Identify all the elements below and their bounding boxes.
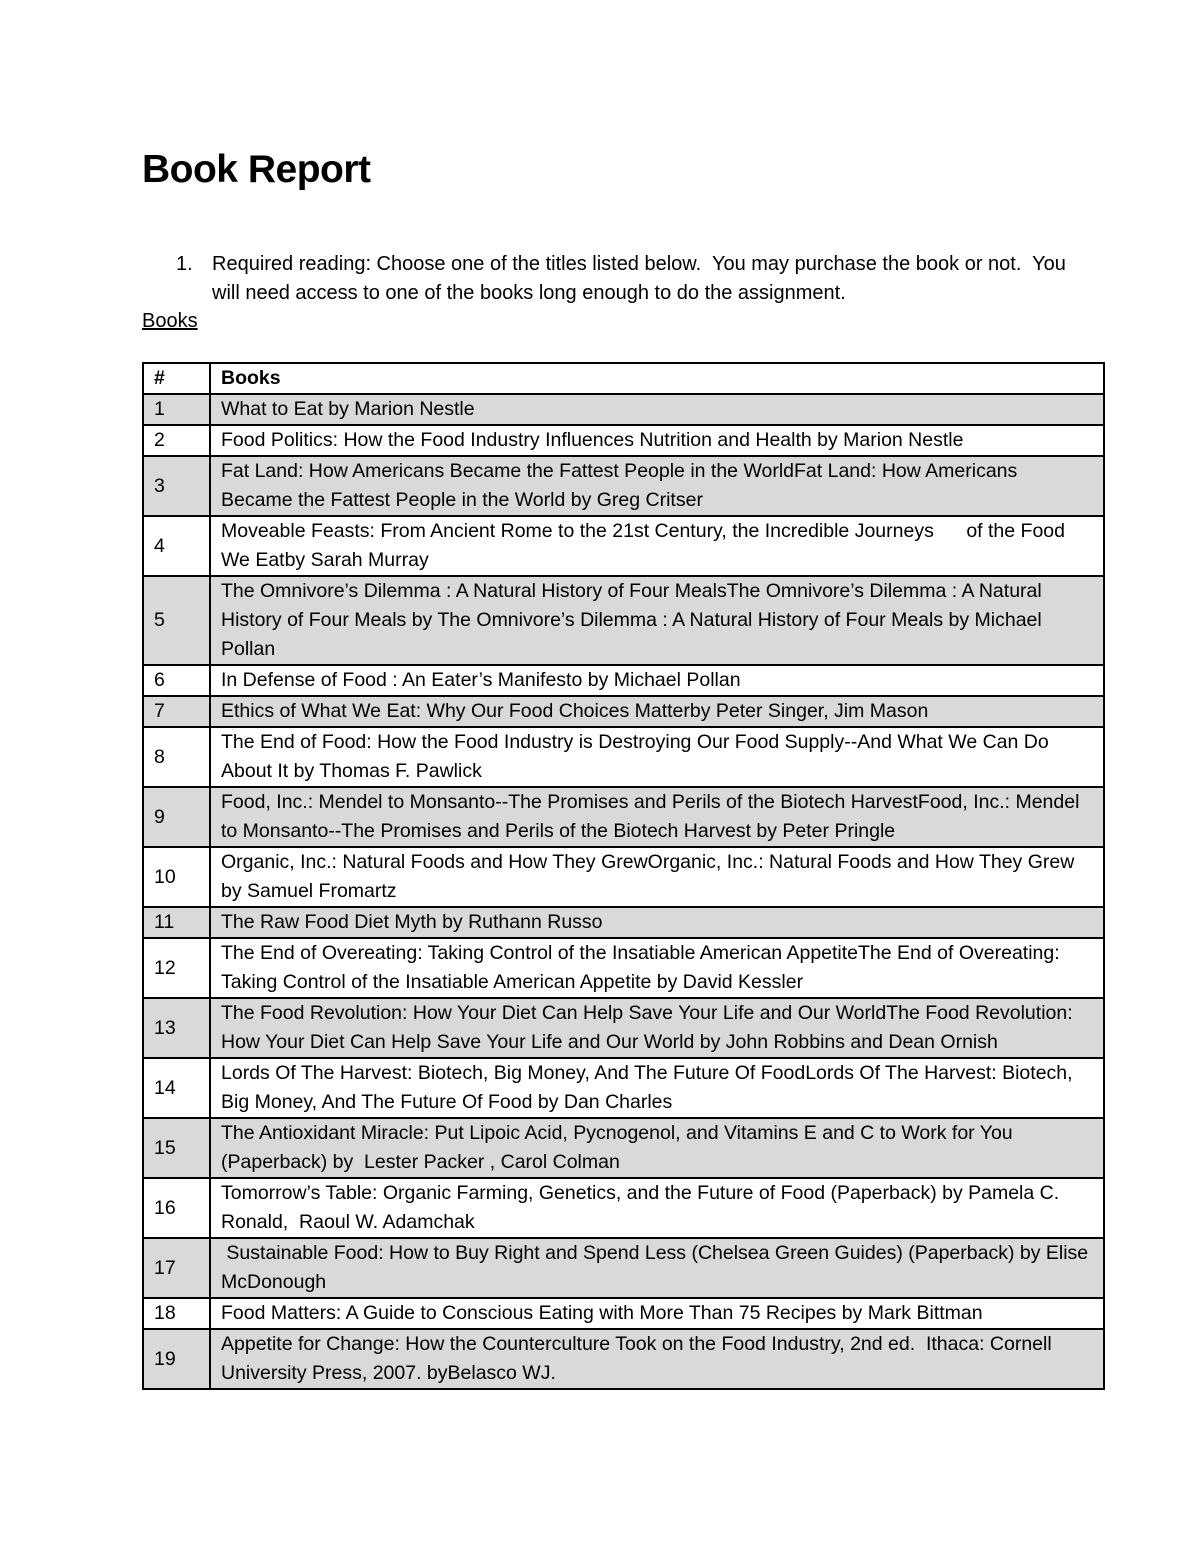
row-number: 10: [143, 847, 210, 907]
row-book: Lords Of The Harvest: Biotech, Big Money, And The Future Of FoodLords Of The Harvest: Biotech, Big Money, And The Future Of Food by Dan Charles: [210, 1058, 1104, 1118]
instruction-text: Required reading: Choose one of the titles listed below. You may purchase the book or not. You will need access to one of the books long enough to do the assignment.: [212, 253, 1072, 304]
table-row: [143, 1329, 1104, 1389]
page-title: Book Report: [142, 148, 371, 191]
row-book: What to Eat by Marion Nestle: [210, 394, 1104, 425]
table-row: [143, 665, 1104, 696]
instruction-number: 1.: [176, 253, 193, 275]
row-book: Sustainable Food: How to Buy Right and Spend Less (Chelsea Green Guides) (Paperback) by Elise McDonough: [210, 1238, 1104, 1298]
row-number: 19: [143, 1329, 210, 1389]
row-number: 18: [143, 1298, 210, 1329]
header-books: Books: [210, 363, 1104, 394]
instructions-list: [176, 250, 1076, 308]
table-row: [143, 998, 1104, 1058]
row-number: 15: [143, 1118, 210, 1178]
row-number: 16: [143, 1178, 210, 1238]
table-row: [143, 394, 1104, 425]
row-number: 13: [143, 998, 210, 1058]
table-row: [143, 696, 1104, 727]
table-row: [143, 847, 1104, 907]
row-book: The Antioxidant Miracle: Put Lipoic Acid, Pycnogenol, and Vitamins E and C to Work for You (Paperback) by Lester Packer , Carol Colman: [210, 1118, 1104, 1178]
table-header-row: [143, 363, 1104, 394]
row-book: Food, Inc.: Mendel to Monsanto--The Promises and Perils of the Biotech HarvestFood, Inc.: Mendel to Monsanto--The Promises and Perils of the Biotech Harvest by Peter Pringle: [210, 787, 1104, 847]
row-number: 4: [143, 516, 210, 576]
row-number: 1: [143, 394, 210, 425]
row-number: 6: [143, 665, 210, 696]
table-row: [143, 576, 1104, 665]
row-book: Food Matters: A Guide to Conscious Eating with More Than 75 Recipes by Mark Bittman: [210, 1298, 1104, 1329]
row-book: The Omnivore’s Dilemma : A Natural History of Four MealsThe Omnivore’s Dilemma : A Natural History of Four Meals by The Omnivore’s Dilemma : A Natural History of Four Meals by Michael Pollan: [210, 576, 1104, 665]
books-table: [142, 362, 1105, 1390]
row-number: 2: [143, 425, 210, 456]
table-row: [143, 907, 1104, 938]
row-number: 14: [143, 1058, 210, 1118]
table-row: [143, 1058, 1104, 1118]
row-book: Tomorrow’s Table: Organic Farming, Genetics, and the Future of Food (Paperback) by Pamela C. Ronald, Raoul W. Adamchak: [210, 1178, 1104, 1238]
row-book: Organic, Inc.: Natural Foods and How They GrewOrganic, Inc.: Natural Foods and How They Grew by Samuel Fromartz: [210, 847, 1104, 907]
table-row: [143, 1298, 1104, 1329]
table-row: [143, 727, 1104, 787]
row-book: The Food Revolution: How Your Diet Can Help Save Your Life and Our WorldThe Food Revolution: How Your Diet Can Help Save Your Life and Our World by John Robbins and Dean Ornish: [210, 998, 1104, 1058]
row-number: 3: [143, 456, 210, 516]
row-book: Appetite for Change: How the Counterculture Took on the Food Industry, 2nd ed. Ithaca: Cornell University Press, 2007. byBelasco WJ.: [210, 1329, 1104, 1389]
table-row: [143, 1238, 1104, 1298]
table-row: [143, 1118, 1104, 1178]
header-number: #: [143, 363, 210, 394]
row-book: Food Politics: How the Food Industry Influences Nutrition and Health by Marion Nestle: [210, 425, 1104, 456]
table-row: [143, 425, 1104, 456]
row-number: 5: [143, 576, 210, 665]
row-book: Fat Land: How Americans Became the Fattest People in the WorldFat Land: How Americans Became the Fattest People in the World by Greg Critser: [210, 456, 1104, 516]
row-number: 7: [143, 696, 210, 727]
instruction-item: [176, 250, 1076, 308]
table-row: [143, 787, 1104, 847]
row-book: The End of Overeating: Taking Control of the Insatiable American AppetiteThe End of Overeating: Taking Control of the Insatiable American Appetite by David Kessler: [210, 938, 1104, 998]
books-label: Books: [142, 310, 198, 332]
row-book: Ethics of What We Eat: Why Our Food Choices Matterby Peter Singer, Jim Mason: [210, 696, 1104, 727]
row-number: 12: [143, 938, 210, 998]
table-row: [143, 516, 1104, 576]
table-row: [143, 456, 1104, 516]
row-book: Moveable Feasts: From Ancient Rome to the 21st Century, the Incredible Journeys of the Food We Eatby Sarah Murray: [210, 516, 1104, 576]
row-book: The End of Food: How the Food Industry is Destroying Our Food Supply--And What We Can Do About It by Thomas F. Pawlick: [210, 727, 1104, 787]
row-number: 17: [143, 1238, 210, 1298]
row-book: In Defense of Food : An Eater’s Manifesto by Michael Pollan: [210, 665, 1104, 696]
row-number: 11: [143, 907, 210, 938]
row-book: The Raw Food Diet Myth by Ruthann Russo: [210, 907, 1104, 938]
table-row: [143, 938, 1104, 998]
row-number: 9: [143, 787, 210, 847]
row-number: 8: [143, 727, 210, 787]
table-row: [143, 1178, 1104, 1238]
